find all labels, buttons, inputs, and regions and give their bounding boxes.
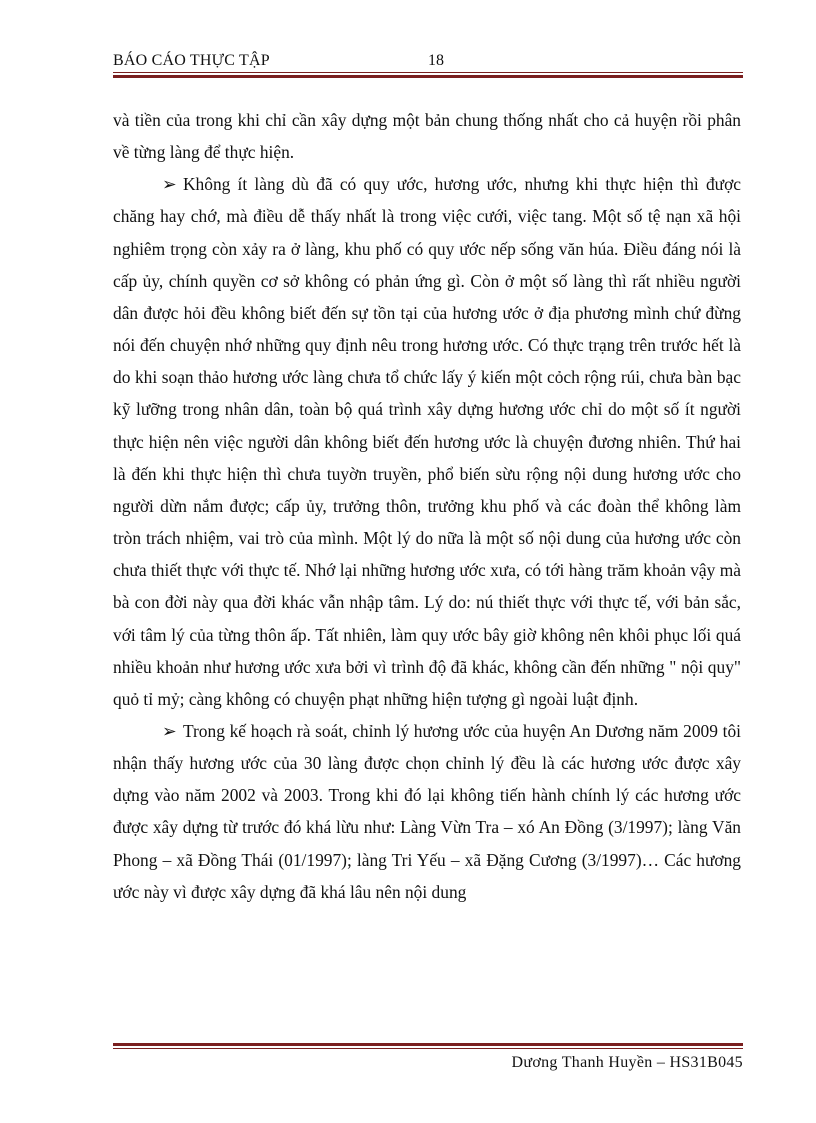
arrowhead-bullet-icon: ➢ [162,720,177,741]
paragraph-text: Trong kế hoạch rà soát, chỉnh lý hương ước của huyện An Dương năm 2009 tôi nhận thấy hương ước của 30 làng được chọn chỉnh lý đều là các hương ước được xây dựng vào năm 2002 và 2003. Trong khi đó lại không tiến hành chính lý các hương ước được xây dựng từ trước đó khá lừu như: Làng Vừn Tra – xó An Đồng (3/1997); làng Văn Phong – xã Đồng Thái (01/1997); làng Tri Yếu – xã Đặng Cương (3/1997)… Các hương ước này vì được xây dựng đã khá lâu nên nội dung [113,720,741,902]
page-footer [113,1054,743,1072]
footer-rule-thin [113,1048,743,1049]
footer-rule-thick [113,1043,743,1046]
author-name: Dương Thanh Huyền – HS31B045 [511,1054,743,1071]
paragraph-text: và tiền của trong khi chỉ cần xây dựng một bản chung thống nhất cho cả huyện rồi phân về từng làng để thực hiện. [113,110,741,163]
body-text [113,104,741,908]
paragraph-bullet [113,168,741,715]
header-rule-thin [113,72,743,73]
paragraph-continuation [113,104,741,168]
page-header [113,50,743,72]
paragraph-bullet [113,715,741,908]
paragraph-text: Không ít làng dù đã có quy ước, hương ước, nhưng khi thực hiện thì được chăng hay chớ, mà điều dễ thấy nhất là trong việc cưới, việc tang. Một số tệ nạn xã hội nghiêm trọng còn xảy ra ở làng, khu phố có quy ước nếp sống văn húa. Điều đáng nói là cấp ủy, chính quyền cơ sở không có phản ứng gì. Còn ở một số làng thì rất nhiều người dân được hỏi đều không biết đến sự tồn tại của hương ước ở địa phương mình chứ đừng nói đến chuyện nhớ những quy định nêu trong hương ước. Có thực trạng trên trước hết là do khi soạn thảo hương ước làng chưa tổ chức lấy ý kiến một cỏch rộng rúi, chưa bàn bạc kỹ lưỡng trong nhân dân, toàn bộ quá trình xây dựng hương ước chỉ do một số ít người thực hiện nên việc người dân không biết đến hương ước là chuyện đương nhiên. Thứ hai là đến khi thực hiện thì chưa tuyờn truyền, phổ biến sừu rộng nội dung hương ước cho người dừn nắm được; cấp ủy, trưởng thôn, trưởng khu phố và các đoàn thể không làm tròn trách nhiệm, vai trò của mình. Một lý do nữa là một số nội dung của hương ước còn chưa thiết thực với thực tế. Nhớ lại những hương ước xưa, có tới hàng trăm khoản vậy mà bà con đời này qua đời khác vẫn nhập tâm. Lý do: nú thiết thực với thực tế, với bản sắc, với tâm lý của từng thôn ấp. Tất nhiên, làm quy ước bây giờ không nên khôi phục lối quá nhiều khoản như hương ước xưa bởi vì trình độ đã khác, không cần đến những " nội quy" quỏ tỉ mỷ; càng không có chuyện phạt những hiện tượng gì ngoài luật định. [113,174,741,709]
page-number: 18 [428,52,444,69]
header-rule-thick [113,75,743,78]
report-title: BÁO CÁO THỰC TẬP [113,52,270,69]
arrowhead-bullet-icon: ➢ [162,174,177,195]
